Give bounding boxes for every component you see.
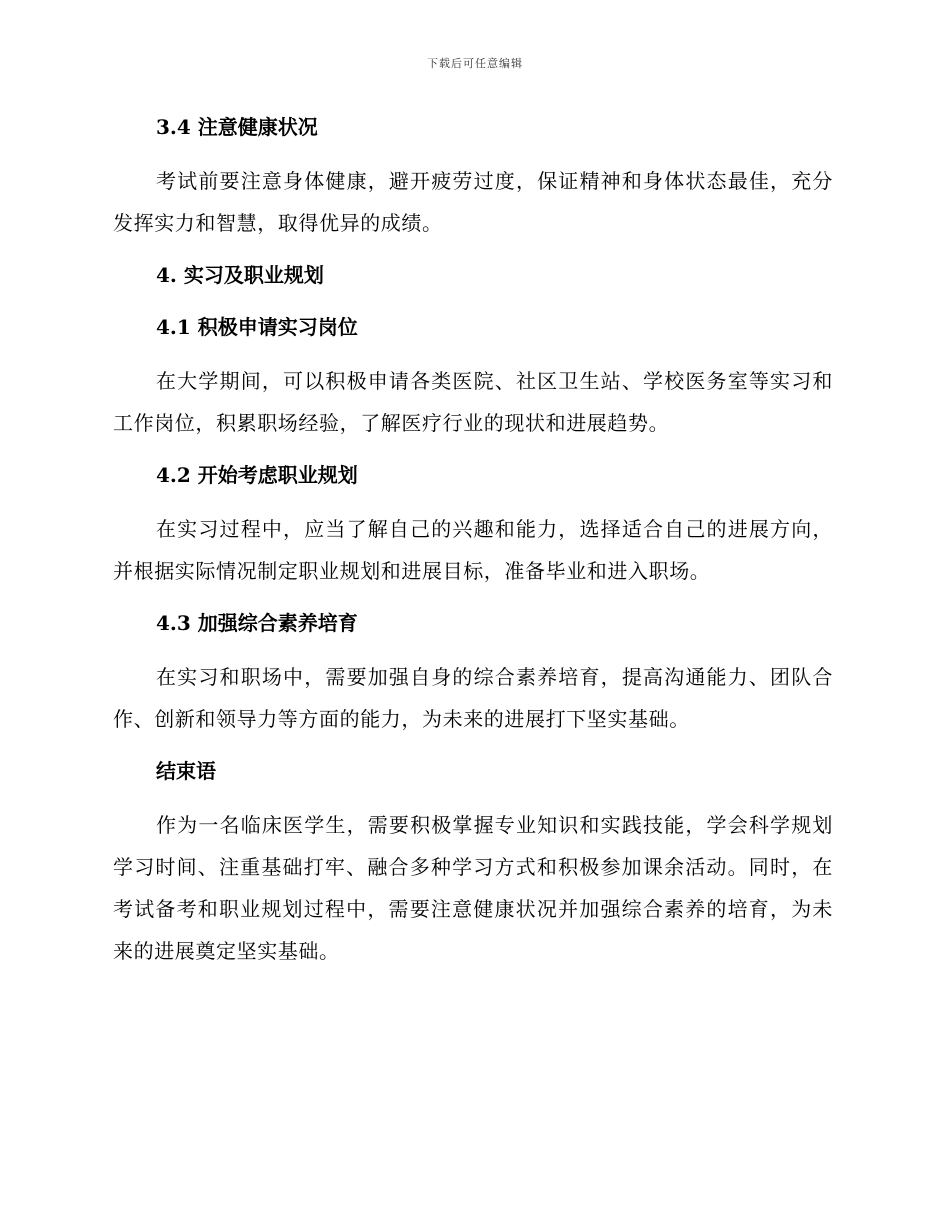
header-note: 下载后可任意编辑 [427, 57, 523, 70]
heading-3-4-health: 3.4 注意健康状况 [156, 115, 318, 139]
heading-4-1-internship: 4.1 积极申请实习岗位 [156, 315, 358, 339]
heading-4-3-literacy: 4.3 加强综合素养培育 [156, 611, 358, 635]
paragraph-conclusion: 作为一名临床医学生，需要积极掌握专业知识和实践技能，学会科学规划学习时间、注重基础打牢、融合多种学习方式和积极参加课余活动。同时，在考试备考和职业规划过程中，需要注意健康状况并加强综合素养的培育，为未来的进展奠定坚实基础。 [113, 813, 833, 963]
heading-4-internship-career: 4. 实习及职业规划 [156, 263, 324, 287]
paragraph-literacy: 在实习和职场中，需要加强自身的综合素养培育，提高沟通能力、团队合作、创新和领导力等方面的能力，为未来的进展打下坚实基础。 [113, 665, 833, 731]
paragraph-health: 考试前要注意身体健康，避开疲劳过度，保证精神和身体状态最佳，充分发挥实力和智慧，取得优异的成绩。 [113, 169, 833, 235]
heading-4-2-career-planning: 4.2 开始考虑职业规划 [156, 463, 358, 487]
paragraph-career-planning: 在实习过程中，应当了解自己的兴趣和能力，选择适合自己的进展方向，并根据实际情况制定职业规划和进展目标，准备毕业和进入职场。 [113, 517, 833, 583]
paragraph-internship: 在大学期间，可以积极申请各类医院、社区卫生站、学校医务室等实习和工作岗位，积累职场经验，了解医疗行业的现状和进展趋势。 [113, 369, 833, 435]
document-body [113, 108, 833, 972]
heading-conclusion: 结束语 [156, 759, 216, 783]
